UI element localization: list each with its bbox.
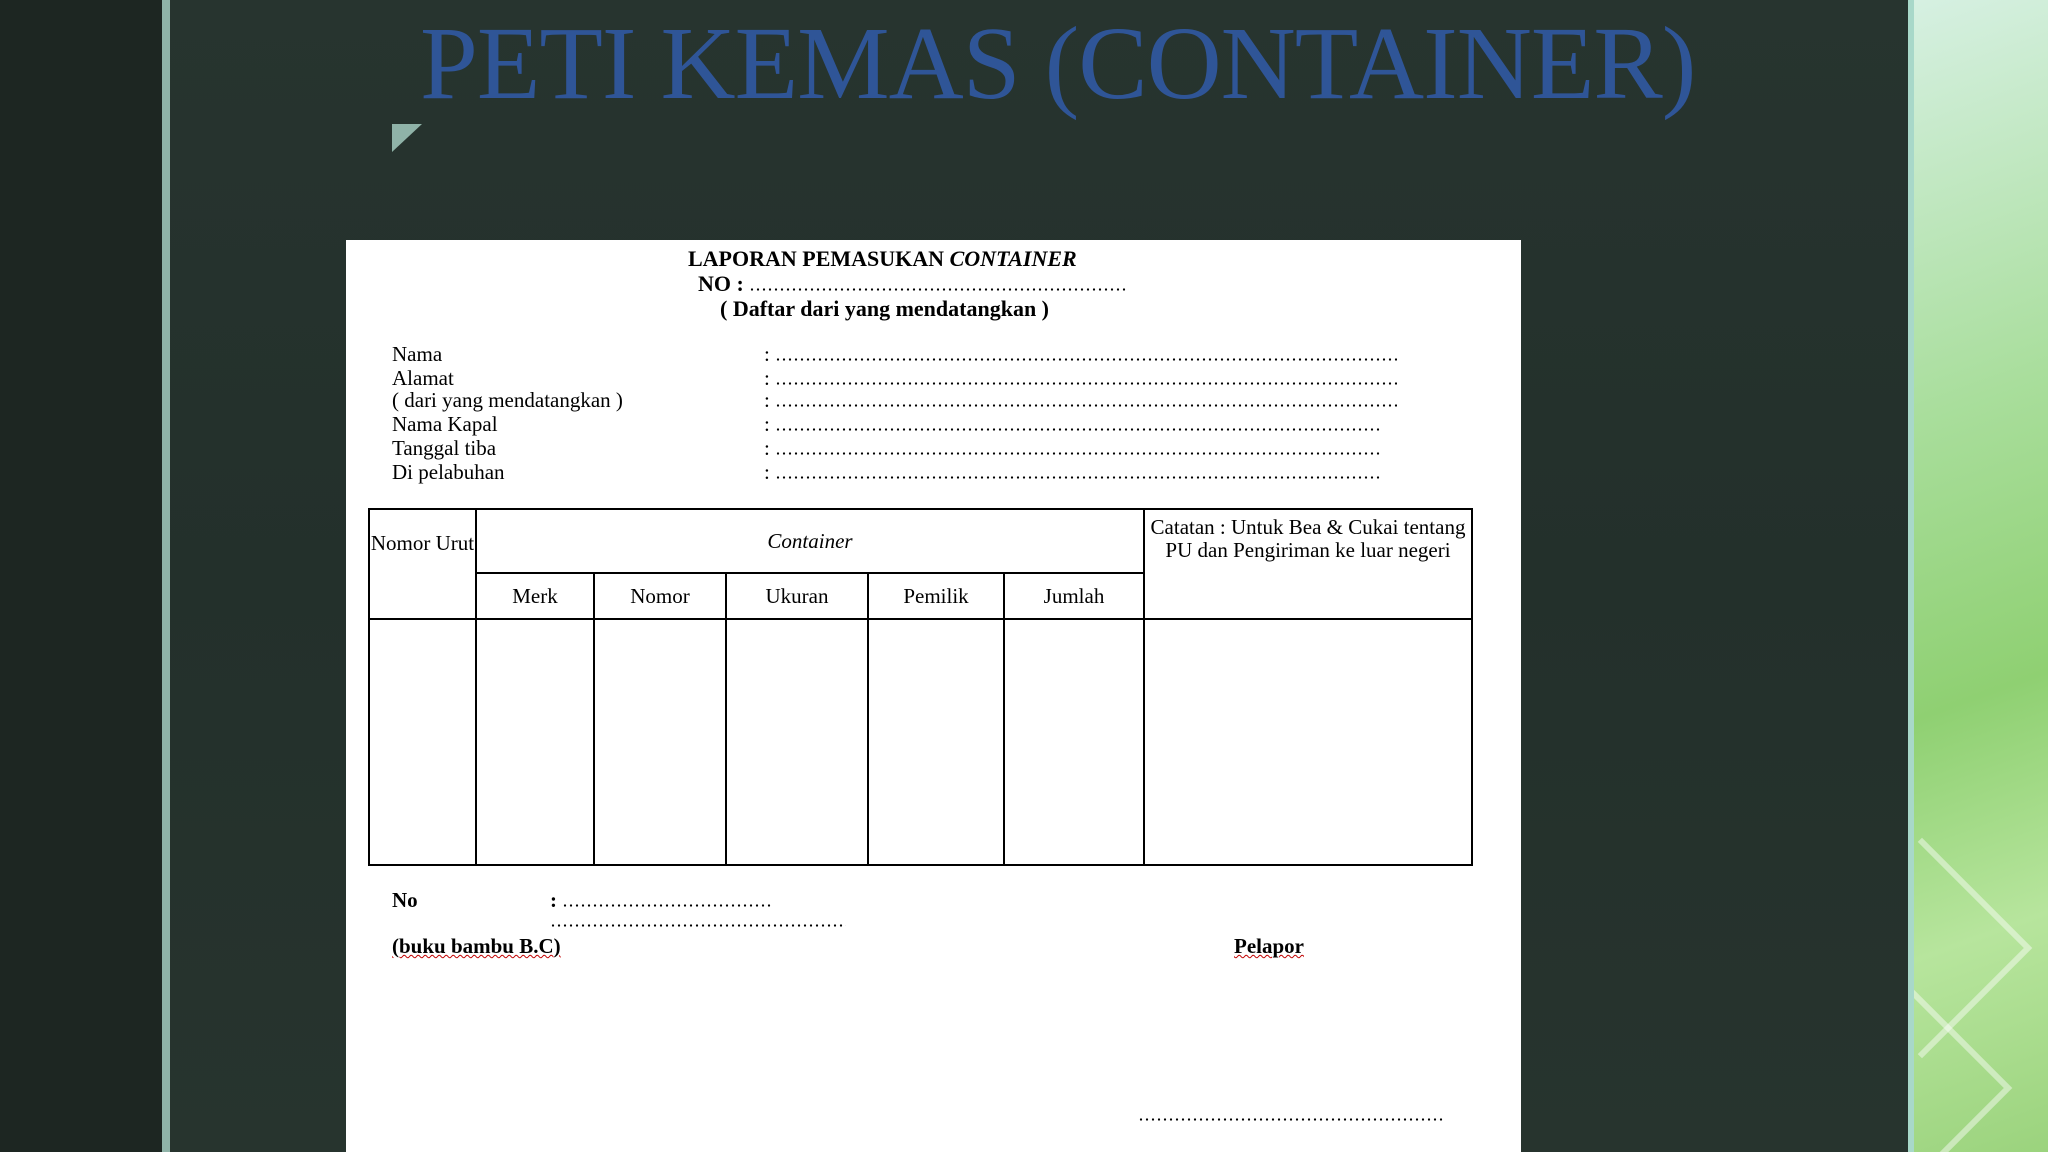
table-header-ukuran: Ukuran — [726, 573, 868, 619]
field-value-di-pelabuhan: : — [764, 460, 1381, 484]
footer-no-label: No — [392, 888, 418, 912]
slide-right-decoration — [1914, 0, 2048, 1152]
table-row — [369, 619, 1472, 865]
table-header-jumlah: Jumlah — [1004, 573, 1144, 619]
footer-buku-label: (buku bambu B.C) — [392, 934, 561, 958]
table-header-nomor: Nomor — [594, 573, 726, 619]
table-cell — [868, 619, 1004, 865]
field-label-tanggal-tiba: Tanggal tiba — [392, 436, 497, 460]
signature-line — [1138, 1102, 1444, 1126]
field-value-dari: : — [764, 388, 1397, 412]
table-header-merk: Merk — [476, 573, 594, 619]
table-cell — [476, 619, 594, 865]
document-title: LAPORAN PEMASUKAN CONTAINER — [688, 246, 1077, 271]
table-cell — [726, 619, 868, 865]
table-cell — [369, 619, 476, 865]
footer-no-value-line2 — [550, 908, 846, 932]
field-value-tanggal-tiba: : — [764, 436, 1381, 460]
footer-no-value: : — [550, 888, 772, 912]
slide-title: PETI KEMAS (CONTAINER) — [420, 6, 1696, 121]
field-label-di-pelabuhan: Di pelabuhan — [392, 460, 505, 484]
field-label-alamat: Alamat — [392, 366, 454, 390]
footer-pelapor-label: Pelapor — [1234, 934, 1304, 958]
document-subheading: ( Daftar dari yang mendatangkan ) — [720, 296, 1050, 321]
field-label-nama-kapal: Nama Kapal — [392, 412, 498, 436]
triangle-marker-icon — [392, 124, 422, 152]
table-cell — [594, 619, 726, 865]
slide-left-band — [0, 0, 162, 1152]
table-cell — [1144, 619, 1472, 865]
field-value-nama: : — [764, 342, 1397, 366]
form-document — [346, 240, 1521, 1152]
table-header-container: Container — [476, 509, 1144, 573]
container-table — [368, 508, 1473, 866]
field-value-nama-kapal: : — [764, 412, 1381, 436]
document-number-line: NO : — [698, 271, 1127, 296]
field-label-nama: Nama — [392, 342, 443, 366]
table-cell — [1004, 619, 1144, 865]
field-label-dari: ( dari yang mendatangkan ) — [392, 388, 623, 412]
field-value-alamat: : — [764, 366, 1397, 390]
table-header-nomor-urut: Nomor Urut — [369, 509, 476, 619]
slide-left-rule — [162, 0, 170, 1152]
table-header-pemilik: Pemilik — [868, 573, 1004, 619]
table-header-catatan: Catatan : Untuk Bea & Cukai tentang PU dan Pengiriman ke luar negeri — [1144, 509, 1472, 619]
